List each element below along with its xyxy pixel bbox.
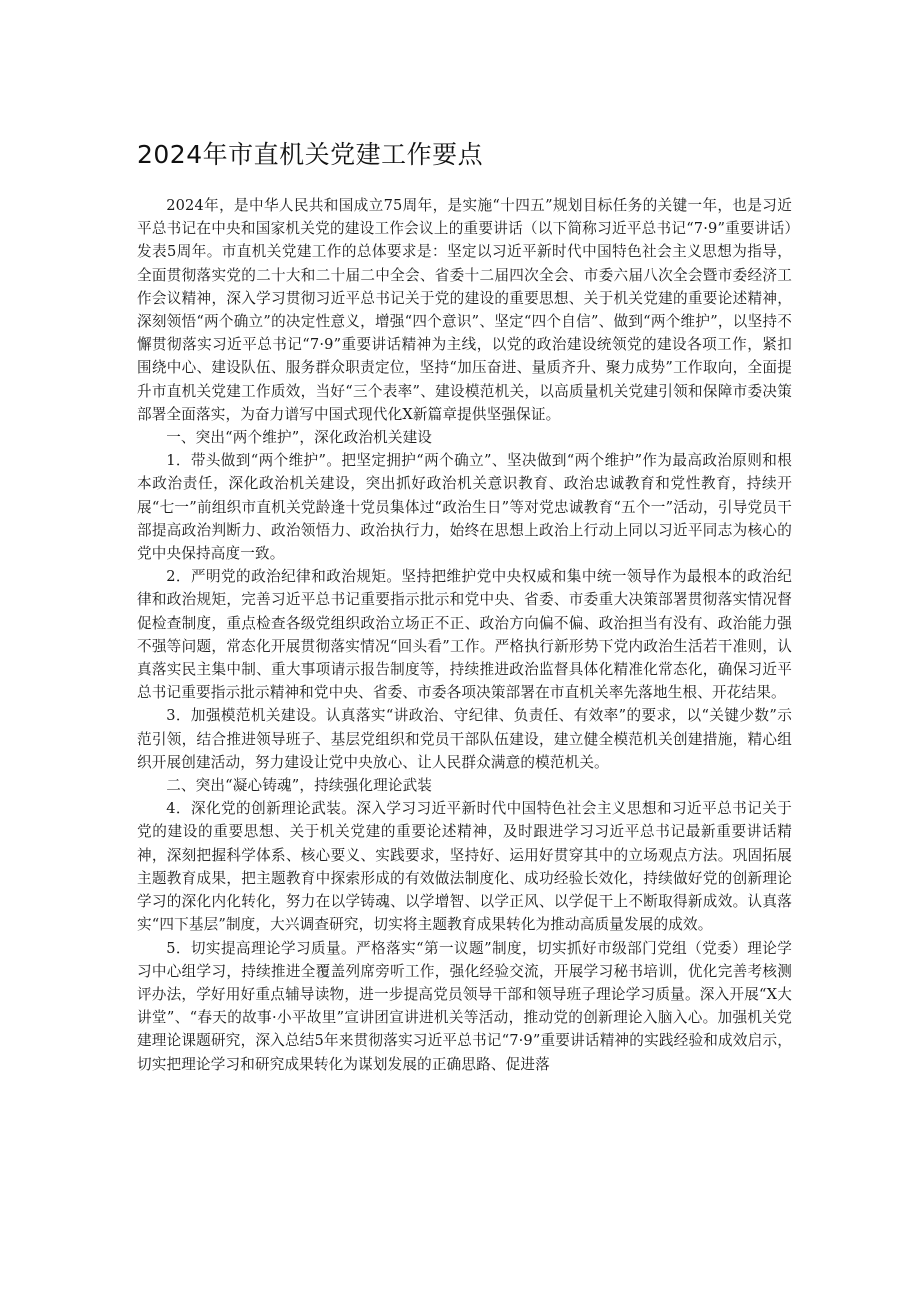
intro-paragraph: 2024年，是中华人民共和国成立75周年，是实施“十四五”规划目标任务的关键一年，也是习近平总书记在中央和国家机关党的建设工作会议上的重要讲话（以下简称习近平总书记“7·9”重要讲话）发表5周年。市直机关党建工作的总体要求是：坚定以习近平新时代中国特色社会主义思想为指导，全面贯彻落实党的二十大和二十届二中全会、省委十二届四次全会、市委六届八次全会暨市委经济工作会议精神，深入学习贯彻习近平总书记关于党的建设的重要思想、关于机关党建的重要论述精神，深刻领悟“两个确立”的决定性意义，增强“四个意识”、坚定“四个自信”、做到“两个维护”，以坚持不懈贯彻落实习近平总书记“7·9”重要讲话精神为主线，以党的政治建设统领党的建设各项工作，紧扣围绕中心、建设队伍、服务群众职责定位，坚持“加压奋进、量质齐升、聚力成势”工作取向，全面提升市直机关党建工作质效，当好“三个表率”、建设模范机关，以高质量机关党建引领和保障市委决策部署全面落实，为奋力谱写中国式现代化X新篇章提供坚强保证。: [137, 197, 792, 423]
item-paragraph-1: 1．带头做到“两个维护”。把坚定拥护“两个确立”、坚决做到“两个维护”作为最高政治原则和根本政治责任，深化政治机关建设，突出抓好政治机关意识教育、政治忠诚教育和党性教育，持续开展“七一”前组织市直机关党龄逢十党员集体过“政治生日”等对党忠诚教育“五个一”活动，引导党员干部提高政治判断力、政治领悟力、政治执行力，始终在思想上政治上行动上同以习近平同志为核心的党中央保持高度一致。: [137, 452, 792, 563]
item-paragraph-2: 2．严明党的政治纪律和政治规矩。坚持把维护党中央权威和集中统一领导作为最根本的政治纪律和政治规矩，完善习近平总书记重要指示批示和党中央、省委、市委重大决策部署贯彻落实情况督促检查制度，重点检查各级党组织政治立场正不正、政治方向偏不偏、政治担当有没有、政治能力强不强等问题，常态化开展贯彻落实情况“回头看”工作。严格执行新形势下党内政治生活若干准则，认真落实民主集中制、重大事项请示报告制度等，持续推进政治监督具体化精准化常态化，确保习近平总书记重要指示批示精神和党中央、省委、市委各项决策部署在市直机关率先落地生根、开花结果。: [137, 568, 792, 702]
document-title: 2024年市直机关党建工作要点: [137, 140, 484, 169]
section-heading-1: 一、突出“两个维护”，深化政治机关建设: [166, 429, 433, 447]
item-paragraph-4: 4．深化党的创新理论武装。深入学习习近平新时代中国特色社会主义思想和习近平总书记关于党的建设的重要思想、关于机关党建的重要论述精神，及时跟进学习习近平总书记最新重要讲话精神，深刻把握科学体系、核心要义、实践要求，坚持好、运用好贯穿其中的立场观点方法。巩固拓展主题教育成果，把主题教育中探索形成的有效做法制度化、成功经验长效化，持续做好党的创新理论学习的深化内化转化，努力在以学铸魂、以学增智、以学正风、以学促干上不断取得新成效。认真落实“四下基层”制度，大兴调查研究，切实将主题教育成果转化为推动高质量发展的成效。: [137, 800, 792, 934]
section-heading-2: 二、突出“凝心铸魂”，持续强化理论武装: [166, 777, 433, 795]
document-page: [137, 138, 792, 1076]
item-paragraph-3: 3．加强模范机关建设。认真落实“讲政治、守纪律、负责任、有效率”的要求，以“关键少数”示范引领，结合推进领导班子、基层党组织和党员干部队伍建设，建立健全模范机关创建措施，精心组织开展创建活动，努力建设让党中央放心、让人民群众满意的模范机关。: [137, 707, 792, 771]
item-paragraph-5: 5．切实提高理论学习质量。严格落实“第一议题”制度，切实抓好市级部门党组（党委）理论学习中心组学习，持续推进全覆盖列席旁听工作，强化经验交流，开展学习秘书培训，优化完善考核测评办法，学好用好重点辅导读物，进一步提高党员领导干部和领导班子理论学习质量。深入开展“X大讲堂”、“春天的故事·小平故里”宣讲团宣讲进机关等活动，推动党的创新理论入脑入心。加强机关党建理论课题研究，深入总结5年来贯彻落实习近平总书记“7·9”重要讲话精神的实践经验和成效启示，切实把理论学习和研究成果转化为谋划发展的正确思路、促进落: [137, 939, 792, 1073]
